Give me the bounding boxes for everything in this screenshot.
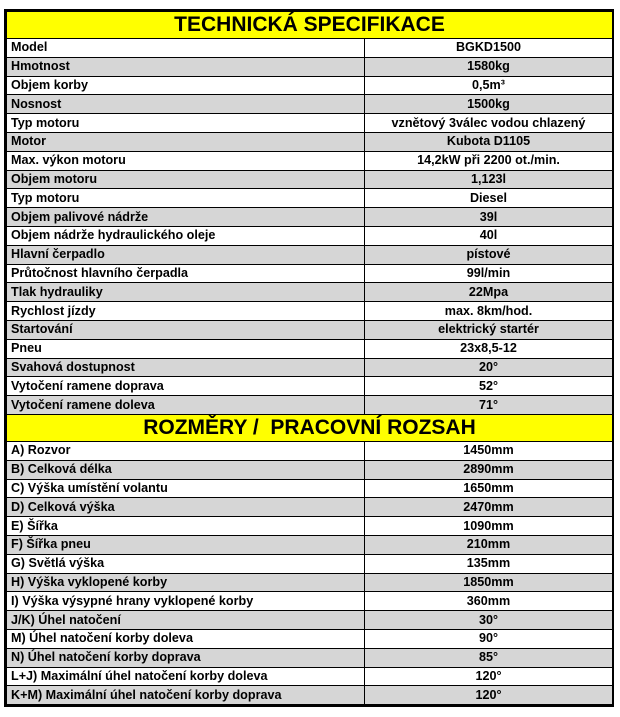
dimension-row-label: I) Výška výsypné hrany vyklopené korby <box>7 592 365 611</box>
spec-row-label: Pneu <box>7 339 365 358</box>
section-title: ROZMĚRY / PRACOVNÍ ROZSAH <box>7 414 613 441</box>
spec-row-label: Motor <box>7 132 365 151</box>
spec-row-value: 20° <box>365 358 613 377</box>
spec-row-label: Objem korby <box>7 76 365 95</box>
spec-row-label: Typ motoru <box>7 189 365 208</box>
spec-row <box>7 264 613 283</box>
spec-row-value: 1580kg <box>365 57 613 76</box>
spec-row-value: 1,123l <box>365 170 613 189</box>
spec-row-value: 40l <box>365 226 613 245</box>
dimension-row-label: F) Šířka pneu <box>7 535 365 554</box>
spec-row-label: Rychlost jízdy <box>7 302 365 321</box>
dimension-row <box>7 573 613 592</box>
spec-sheet <box>4 9 614 707</box>
spec-row-label: Nosnost <box>7 95 365 114</box>
spec-row <box>7 189 613 208</box>
spec-row-label: Typ motoru <box>7 114 365 133</box>
spec-row-label: Objem palivové nádrže <box>7 208 365 227</box>
spec-row <box>7 245 613 264</box>
spec-row <box>7 283 613 302</box>
dimension-row-label: H) Výška vyklopené korby <box>7 573 365 592</box>
spec-row <box>7 358 613 377</box>
dimension-row-label: B) Celková délka <box>7 460 365 479</box>
spec-row-label: Model <box>7 39 365 58</box>
spec-row-value: pístové <box>365 245 613 264</box>
dimension-row-value: 1650mm <box>365 479 613 498</box>
spec-row-value: Diesel <box>365 189 613 208</box>
dimension-row-label: G) Světlá výška <box>7 554 365 573</box>
spec-row-value: 39l <box>365 208 613 227</box>
dimension-row-value: 1090mm <box>365 517 613 536</box>
spec-row <box>7 320 613 339</box>
dimension-row-value: 135mm <box>365 554 613 573</box>
spec-row <box>7 339 613 358</box>
spec-row-label: Tlak hydrauliky <box>7 283 365 302</box>
spec-row-value: BGKD1500 <box>365 39 613 58</box>
dimension-row-value: 210mm <box>365 535 613 554</box>
spec-row-label: Objem nádrže hydraulického oleje <box>7 226 365 245</box>
spec-row-value: 99l/min <box>365 264 613 283</box>
spec-row <box>7 302 613 321</box>
dimension-row-label: M) Úhel natočení korby doleva <box>7 629 365 648</box>
dimension-row <box>7 554 613 573</box>
spec-row-label: Průtočnost hlavního čerpadla <box>7 264 365 283</box>
spec-row-value: 52° <box>365 377 613 396</box>
spec-row <box>7 226 613 245</box>
dimension-row-label: C) Výška umístění volantu <box>7 479 365 498</box>
dimension-row-label: J/K) Úhel natočení <box>7 611 365 630</box>
spec-row-value: 1500kg <box>365 95 613 114</box>
dimension-row-value: 1850mm <box>365 573 613 592</box>
title-row <box>7 12 613 39</box>
spec-row <box>7 132 613 151</box>
spec-row <box>7 95 613 114</box>
dimension-row <box>7 498 613 517</box>
dimension-row <box>7 592 613 611</box>
dimension-row-value: 90° <box>365 629 613 648</box>
dimension-row <box>7 611 613 630</box>
dimension-row-value: 2470mm <box>365 498 613 517</box>
spec-row <box>7 208 613 227</box>
spec-row-label: Objem motoru <box>7 170 365 189</box>
dimension-row-label: E) Šířka <box>7 517 365 536</box>
spec-row-label: Max. výkon motoru <box>7 151 365 170</box>
dimension-row-label: N) Úhel natočení korby doprava <box>7 648 365 667</box>
dimension-row-value: 360mm <box>365 592 613 611</box>
spec-row <box>7 114 613 133</box>
spec-row-label: Startování <box>7 320 365 339</box>
spec-row-label: Vytočení ramene doleva <box>7 396 365 415</box>
dimension-row <box>7 460 613 479</box>
dimension-row <box>7 441 613 460</box>
spec-row <box>7 76 613 95</box>
dimension-row <box>7 667 613 686</box>
dimension-row-label: D) Celková výška <box>7 498 365 517</box>
spec-row-value: 14,2kW při 2200 ot./min. <box>365 151 613 170</box>
dimension-row <box>7 648 613 667</box>
dimension-row-value: 2890mm <box>365 460 613 479</box>
spec-row-value: Kubota D1105 <box>365 132 613 151</box>
spec-row <box>7 377 613 396</box>
spec-row-value: vznětový 3válec vodou chlazený <box>365 114 613 133</box>
dimension-row <box>7 535 613 554</box>
dimension-row-label: A) Rozvor <box>7 441 365 460</box>
dimension-row <box>7 517 613 536</box>
page-title: TECHNICKÁ SPECIFIKACE <box>7 12 613 39</box>
dimension-row <box>7 629 613 648</box>
spec-row <box>7 396 613 415</box>
spec-table <box>6 11 613 705</box>
spec-row <box>7 170 613 189</box>
spec-row-label: Hmotnost <box>7 57 365 76</box>
dimension-row-label: K+M) Maximální úhel natočení korby doprava <box>7 686 365 705</box>
spec-row-value: 71° <box>365 396 613 415</box>
dimension-row-value: 120° <box>365 686 613 705</box>
dimension-row <box>7 479 613 498</box>
spec-row-value: max. 8km/hod. <box>365 302 613 321</box>
spec-row-value: 22Mpa <box>365 283 613 302</box>
dimension-row-value: 1450mm <box>365 441 613 460</box>
spec-row <box>7 151 613 170</box>
spec-row <box>7 57 613 76</box>
dimension-row-value: 30° <box>365 611 613 630</box>
dimension-row-label: L+J) Maximální úhel natočení korby doleva <box>7 667 365 686</box>
dimension-row-value: 120° <box>365 667 613 686</box>
dimension-row-value: 85° <box>365 648 613 667</box>
subtitle-row <box>7 414 613 441</box>
spec-row-value: 23x8,5-12 <box>365 339 613 358</box>
dimension-row <box>7 686 613 705</box>
spec-row <box>7 39 613 58</box>
spec-row-label: Hlavní čerpadlo <box>7 245 365 264</box>
spec-row-label: Vytočení ramene doprava <box>7 377 365 396</box>
spec-row-label: Svahová dostupnost <box>7 358 365 377</box>
spec-row-value: 0,5m³ <box>365 76 613 95</box>
spec-row-value: elektrický startér <box>365 320 613 339</box>
